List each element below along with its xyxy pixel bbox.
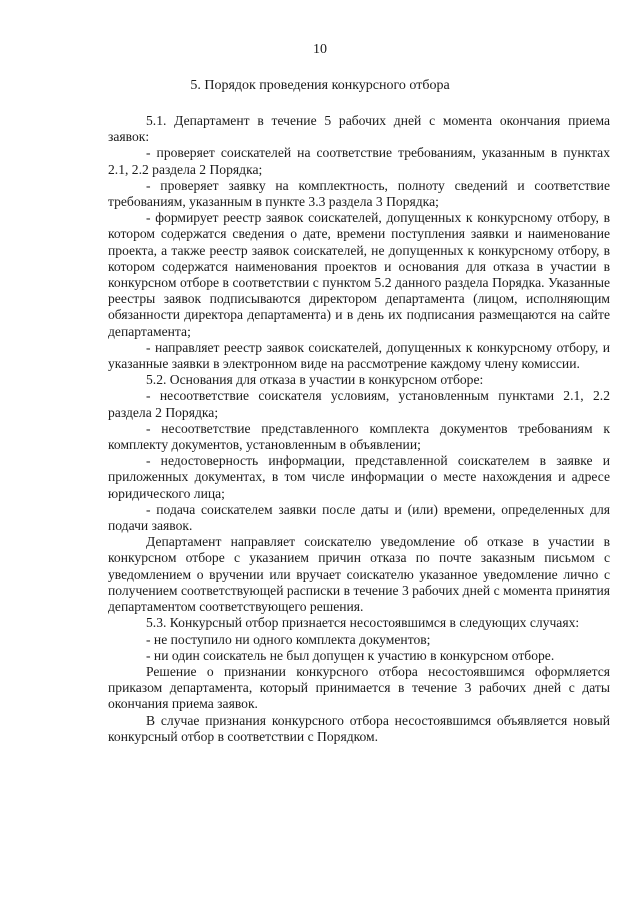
list-item-no-documents: - не поступило ни одного комплекта документов; [146, 631, 431, 647]
list-item-check-completeness: - проверяет заявку на комплектность, полноту сведений и соответствие требованиям, указанным в пункте 3.3 раздела 3 Порядка; [108, 177, 610, 210]
paragraph-new-selection: В случае признания конкурсного отбора несостоявшимся объявляется новый конкурсный отбор в соответствии с Порядком. [108, 712, 610, 744]
list-item-no-admitted: - ни один соискатель не был допущен к участию в конкурсном отборе. [146, 647, 555, 663]
list-item-send-registry: - направляет реестр заявок соискателей, допущенных к конкурсному отбору, и указанные заявки в электронном виде на рассмотрение каждому члену комиссии. [108, 339, 610, 372]
paragraph-refusal-notice: Департамент направляет соискателю уведомление об отказе в участии в конкурсном отборе с указанием причин отказа по почте заказным письмом с уведомлением о вручении или вручает соискателю указанное уведомление лично с получением соответствующей расписки в течение 3 рабочих дней с момента принятия департаментом соответствующего решения. [108, 534, 610, 615]
section-title: 5. Порядок проведения конкурсного отбора [190, 78, 450, 93]
list-item-late-submission: - подача соискателем заявки после даты и (или) времени, определенных для подачи заявок. [108, 501, 610, 534]
page-number: 10 [313, 42, 327, 57]
paragraph-5-3-heading: 5.3. Конкурсный отбор признается несостоявшимся в следующих случаях: [146, 615, 580, 631]
document-body [108, 113, 610, 745]
list-item-nonconformity-conditions: - несоответствие соискателя условиям, установленным пунктами 2.1, 2.2 раздела 2 Порядка; [108, 388, 610, 420]
paragraph-5-2-heading: 5.2. Основания для отказа в участии в конкурсном отборе: [146, 372, 484, 388]
list-item-false-information: - недостоверность информации, представленной соискателем в заявке и приложенных документах, в том числе информации о месте нахождения и адресе юридического лица; [108, 453, 610, 501]
list-item-form-registry: - формирует реестр заявок соискателей, допущенных к конкурсному отбору, в котором содержатся сведения о дате, времени поступления заявки и наименование проекта, а также реестр заявок соискателей, не допущенных к конкурсному отбору, в котором содержатся наименования проектов и основания для отказа в участии в конкурсном отборе в соответствии с пунктом 5.2 данного раздела Порядка. Указанные реестры заявок подписываются директором департамента (лицом, исполняющим обязанности директора департамента) и в день их подписания размещаются на сайте департамента; [108, 210, 610, 339]
paragraph-5-1-intro: 5.1. Департамент в течение 5 рабочих дней с момента окончания приема заявок: [108, 113, 610, 145]
paragraph-decision-order: Решение о признании конкурсного отбора несостоявшимся оформляется приказом департамента, который принимается в течение 3 рабочих дней с даты окончания приема заявок. [108, 663, 610, 712]
list-item-nonconformity-documents: - несоответствие представленного комплекта документов требованиям к комплекту документов, установленным в объявлении; [108, 420, 610, 453]
list-item-check-applicants: - проверяет соискателей на соответствие требованиям, указанным в пунктах 2.1, 2.2 раздела 2 Порядка; [108, 145, 610, 177]
